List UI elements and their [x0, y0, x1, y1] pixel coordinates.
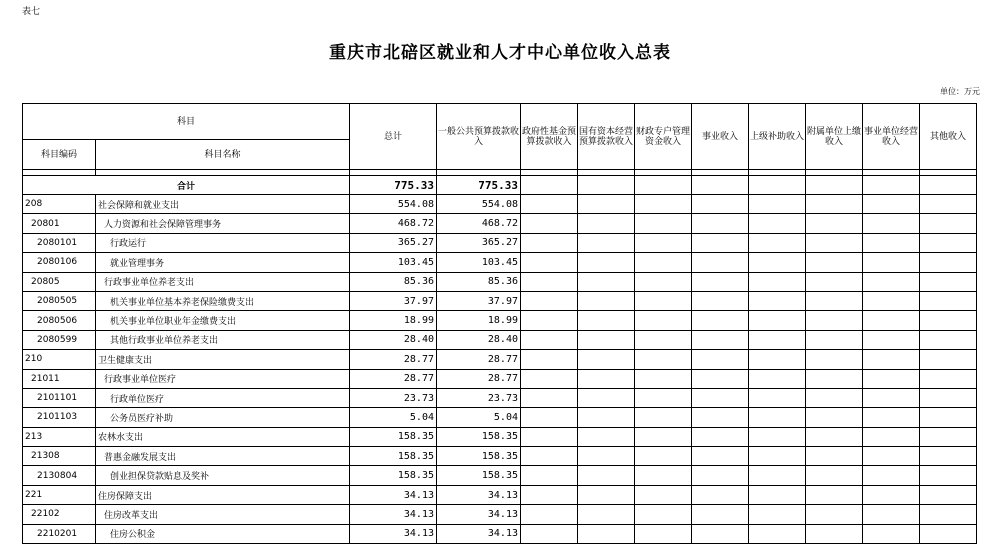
general-budget-cell: 34.13 — [437, 485, 521, 504]
subject-name-cell: 社会保障和就业支出 — [96, 195, 350, 214]
subject-name-cell: 公务员医疗补助 — [96, 408, 350, 427]
empty-cell — [749, 233, 806, 252]
empty-cell — [806, 330, 863, 349]
subject-code-cell: 213 — [23, 427, 96, 446]
unit-label: 单位：万元 — [940, 87, 980, 96]
general-budget-cell: 85.36 — [437, 272, 521, 291]
empty-cell — [635, 272, 692, 291]
total-cell: 365.27 — [350, 233, 437, 252]
empty-cell — [578, 408, 635, 427]
total-cell: 158.35 — [350, 447, 437, 466]
empty-cell — [749, 524, 806, 543]
table-row — [23, 214, 977, 233]
empty-cell — [635, 311, 692, 330]
empty-cell — [749, 427, 806, 446]
table-number-label: 表七 — [22, 7, 41, 17]
empty-cell — [692, 369, 749, 388]
empty-cell — [863, 330, 920, 349]
empty-cell — [749, 330, 806, 349]
empty-cell — [521, 427, 578, 446]
subject-code-cell: 20801 — [23, 214, 96, 233]
empty-cell — [806, 388, 863, 407]
total-row — [23, 176, 977, 195]
empty-cell — [692, 350, 749, 369]
empty-cell — [578, 388, 635, 407]
total-cell: 18.99 — [350, 311, 437, 330]
empty-cell — [806, 408, 863, 427]
empty-cell — [749, 466, 806, 485]
empty-cell — [635, 291, 692, 310]
subject-name-cell: 就业管理事务 — [96, 253, 350, 272]
empty-cell — [635, 485, 692, 504]
table-row — [23, 485, 977, 504]
empty-cell — [806, 524, 863, 543]
subject-name-cell: 卫生健康支出 — [96, 350, 350, 369]
affiliated-unit-column-header: 附属单位上缴收入 — [806, 104, 863, 170]
empty-cell — [578, 233, 635, 252]
empty-cell — [635, 350, 692, 369]
general-budget-cell: 103.45 — [437, 253, 521, 272]
empty-cell — [692, 330, 749, 349]
total-cell: 554.08 — [350, 195, 437, 214]
general-budget-cell: 34.13 — [437, 505, 521, 524]
empty-cell — [863, 524, 920, 543]
superior-subsidy-column-header: 上级补助收入 — [749, 104, 806, 170]
empty-cell — [692, 485, 749, 504]
empty-cell — [806, 350, 863, 369]
general-budget-cell: 158.35 — [437, 447, 521, 466]
empty-cell — [521, 408, 578, 427]
gov-fund-column-header: 政府性基金预算拨款收入 — [521, 104, 578, 170]
subject-name-cell: 人力资源和社会保障管理事务 — [96, 214, 350, 233]
empty-cell — [749, 350, 806, 369]
empty-cell — [578, 195, 635, 214]
table-row — [23, 447, 977, 466]
empty-cell — [920, 233, 977, 252]
subject-code-cell: 22102 — [23, 505, 96, 524]
table-row — [23, 233, 977, 252]
table-row — [23, 388, 977, 407]
subject-code-cell: 2080505 — [23, 291, 96, 310]
empty-cell — [521, 214, 578, 233]
empty-cell — [920, 330, 977, 349]
empty-cell — [578, 485, 635, 504]
empty-cell — [749, 408, 806, 427]
empty-cell — [863, 233, 920, 252]
empty-cell — [806, 311, 863, 330]
empty-cell — [635, 524, 692, 543]
business-income-column-header: 事业收入 — [692, 104, 749, 170]
empty-cell — [806, 447, 863, 466]
table-row — [23, 350, 977, 369]
empty-cell — [578, 524, 635, 543]
subject-code-cell: 2130804 — [23, 466, 96, 485]
subject-name-cell: 创业担保贷款贴息及奖补 — [96, 466, 350, 485]
empty-cell — [749, 447, 806, 466]
empty-cell — [635, 253, 692, 272]
empty-cell — [692, 253, 749, 272]
empty-cell — [692, 447, 749, 466]
table-row — [23, 369, 977, 388]
empty-cell — [692, 311, 749, 330]
general-budget-cell: 28.40 — [437, 330, 521, 349]
empty-cell — [578, 427, 635, 446]
total-cell: 103.45 — [350, 253, 437, 272]
subject-code-cell: 2210201 — [23, 524, 96, 543]
total-cell: 34.13 — [350, 505, 437, 524]
empty-cell — [863, 388, 920, 407]
total-label: 合计 — [23, 176, 350, 195]
empty-cell — [863, 272, 920, 291]
total-column-header: 总计 — [350, 104, 437, 170]
subject-code-cell: 2080506 — [23, 311, 96, 330]
total-cell: 158.35 — [350, 427, 437, 446]
empty-cell — [863, 291, 920, 310]
general-budget-cell: 18.99 — [437, 311, 521, 330]
empty-cell — [578, 253, 635, 272]
empty-cell — [578, 311, 635, 330]
empty-cell — [749, 214, 806, 233]
subject-name-cell: 住房保障支出 — [96, 485, 350, 504]
empty-cell — [635, 233, 692, 252]
empty-cell — [806, 214, 863, 233]
empty-cell — [521, 350, 578, 369]
empty-cell — [806, 272, 863, 291]
empty-cell — [806, 253, 863, 272]
empty-cell — [521, 369, 578, 388]
general-budget-cell: 37.97 — [437, 291, 521, 310]
subject-code-cell: 2101103 — [23, 408, 96, 427]
empty-cell — [749, 369, 806, 388]
subject-name-header: 科目名称 — [96, 140, 350, 170]
empty-cell — [863, 195, 920, 214]
total-cell: 28.77 — [350, 369, 437, 388]
total-cell: 34.13 — [350, 524, 437, 543]
empty-cell — [635, 330, 692, 349]
total-cell: 85.36 — [350, 272, 437, 291]
empty-cell — [863, 408, 920, 427]
empty-cell — [863, 447, 920, 466]
table-row — [23, 291, 977, 310]
subject-group-header: 科目 — [23, 104, 350, 140]
subject-name-cell: 住房改革支出 — [96, 505, 350, 524]
total-cell: 37.97 — [350, 291, 437, 310]
table-row — [23, 505, 977, 524]
empty-cell — [635, 408, 692, 427]
general-budget-cell: 28.77 — [437, 369, 521, 388]
total-cell: 468.72 — [350, 214, 437, 233]
empty-cell — [635, 195, 692, 214]
empty-cell — [521, 485, 578, 504]
empty-cell — [635, 388, 692, 407]
empty-cell — [635, 447, 692, 466]
empty-cell — [863, 350, 920, 369]
empty-cell — [521, 447, 578, 466]
empty-cell — [806, 369, 863, 388]
empty-cell — [521, 253, 578, 272]
empty-cell — [578, 291, 635, 310]
empty-cell — [692, 505, 749, 524]
general-budget-cell: 468.72 — [437, 214, 521, 233]
empty-cell — [863, 214, 920, 233]
empty-cell — [863, 253, 920, 272]
empty-cell — [521, 524, 578, 543]
empty-cell — [920, 485, 977, 504]
subject-code-cell: 208 — [23, 195, 96, 214]
general-budget-cell: 34.13 — [437, 524, 521, 543]
empty-cell — [692, 388, 749, 407]
empty-cell — [521, 195, 578, 214]
total-value: 775.33 — [350, 176, 437, 195]
table-row — [23, 272, 977, 291]
table-row — [23, 311, 977, 330]
table-row — [23, 195, 977, 214]
table-row — [23, 330, 977, 349]
empty-cell — [635, 214, 692, 233]
subject-name-cell: 机关事业单位基本养老保险缴费支出 — [96, 291, 350, 310]
empty-cell — [521, 233, 578, 252]
empty-cell — [863, 505, 920, 524]
empty-cell — [521, 272, 578, 291]
subject-code-cell: 221 — [23, 485, 96, 504]
empty-cell — [692, 524, 749, 543]
general-budget-cell: 158.35 — [437, 466, 521, 485]
subject-code-header: 科目编码 — [23, 140, 96, 170]
subject-name-cell: 住房公积金 — [96, 524, 350, 543]
total-cell: 158.35 — [350, 466, 437, 485]
general-budget-cell: 23.73 — [437, 388, 521, 407]
subject-name-cell: 农林水支出 — [96, 427, 350, 446]
empty-cell — [920, 272, 977, 291]
empty-cell — [920, 350, 977, 369]
empty-cell — [920, 311, 977, 330]
empty-cell — [920, 291, 977, 310]
empty-cell — [920, 195, 977, 214]
empty-cell — [863, 369, 920, 388]
state-capital-column-header: 国有资本经营预算拨款收入 — [578, 104, 635, 170]
total-cell: 28.77 — [350, 350, 437, 369]
empty-cell — [635, 466, 692, 485]
empty-cell — [749, 272, 806, 291]
empty-cell — [749, 195, 806, 214]
subject-code-cell: 2080101 — [23, 233, 96, 252]
empty-cell — [578, 505, 635, 524]
empty-cell — [749, 291, 806, 310]
empty-cell — [692, 195, 749, 214]
total-cell: 28.40 — [350, 330, 437, 349]
empty-cell — [692, 427, 749, 446]
general-budget-column-header: 一般公共预算拨款收入 — [437, 104, 521, 170]
table-row — [23, 524, 977, 543]
empty-cell — [521, 505, 578, 524]
empty-cell — [578, 350, 635, 369]
empty-cell — [578, 272, 635, 291]
empty-cell — [635, 505, 692, 524]
empty-cell — [578, 330, 635, 349]
empty-cell — [578, 369, 635, 388]
empty-cell — [806, 291, 863, 310]
empty-cell — [920, 253, 977, 272]
total-cell: 5.04 — [350, 408, 437, 427]
subject-code-cell: 21011 — [23, 369, 96, 388]
subject-name-cell: 普惠金融发展支出 — [96, 447, 350, 466]
empty-cell — [920, 408, 977, 427]
empty-cell — [806, 485, 863, 504]
empty-cell — [749, 485, 806, 504]
table-row — [23, 408, 977, 427]
empty-cell — [521, 330, 578, 349]
fiscal-special-column-header: 财政专户管理资金收入 — [635, 104, 692, 170]
general-budget-cell: 158.35 — [437, 427, 521, 446]
empty-cell — [692, 408, 749, 427]
empty-cell — [521, 311, 578, 330]
empty-cell — [863, 485, 920, 504]
empty-cell — [635, 427, 692, 446]
empty-cell — [920, 214, 977, 233]
table-row — [23, 427, 977, 446]
empty-cell — [920, 524, 977, 543]
general-budget-cell: 365.27 — [437, 233, 521, 252]
table-row — [23, 253, 977, 272]
subject-code-cell: 210 — [23, 350, 96, 369]
empty-cell — [749, 388, 806, 407]
subject-name-cell: 机关事业单位职业年金缴费支出 — [96, 311, 350, 330]
empty-cell — [692, 233, 749, 252]
page-title: 重庆市北碚区就业和人才中心单位收入总表 — [329, 43, 671, 63]
empty-cell — [749, 505, 806, 524]
empty-cell — [692, 291, 749, 310]
general-budget-cell: 28.77 — [437, 350, 521, 369]
empty-cell — [578, 466, 635, 485]
empty-cell — [635, 369, 692, 388]
empty-cell — [920, 369, 977, 388]
total-general-value: 775.33 — [437, 176, 521, 195]
empty-cell — [920, 447, 977, 466]
general-budget-cell: 554.08 — [437, 195, 521, 214]
empty-cell — [863, 427, 920, 446]
subject-name-cell: 行政运行 — [96, 233, 350, 252]
empty-cell — [806, 233, 863, 252]
subject-code-cell: 2080599 — [23, 330, 96, 349]
empty-cell — [749, 253, 806, 272]
subject-code-cell: 2101101 — [23, 388, 96, 407]
empty-cell — [749, 311, 806, 330]
total-cell: 23.73 — [350, 388, 437, 407]
empty-cell — [692, 214, 749, 233]
empty-cell — [692, 466, 749, 485]
subject-name-cell: 行政事业单位医疗 — [96, 369, 350, 388]
operating-income-column-header: 事业单位经营收入 — [863, 104, 920, 170]
subject-name-cell: 行政单位医疗 — [96, 388, 350, 407]
empty-cell — [521, 466, 578, 485]
subject-code-cell: 20805 — [23, 272, 96, 291]
empty-cell — [920, 388, 977, 407]
empty-cell — [920, 466, 977, 485]
empty-cell — [920, 505, 977, 524]
total-cell: 34.13 — [350, 485, 437, 504]
empty-cell — [806, 466, 863, 485]
empty-cell — [578, 447, 635, 466]
empty-cell — [521, 388, 578, 407]
empty-cell — [806, 195, 863, 214]
subject-name-cell: 其他行政事业单位养老支出 — [96, 330, 350, 349]
general-budget-cell: 5.04 — [437, 408, 521, 427]
table-row — [23, 466, 977, 485]
empty-cell — [806, 427, 863, 446]
empty-cell — [521, 291, 578, 310]
empty-cell — [863, 311, 920, 330]
empty-cell — [863, 466, 920, 485]
empty-cell — [692, 272, 749, 291]
empty-cell — [578, 214, 635, 233]
subject-name-cell: 行政事业单位养老支出 — [96, 272, 350, 291]
other-income-column-header: 其他收入 — [920, 104, 977, 170]
empty-cell — [920, 427, 977, 446]
empty-cell — [806, 505, 863, 524]
subject-code-cell: 2080106 — [23, 253, 96, 272]
income-summary-table — [22, 103, 977, 544]
subject-code-cell: 21308 — [23, 447, 96, 466]
